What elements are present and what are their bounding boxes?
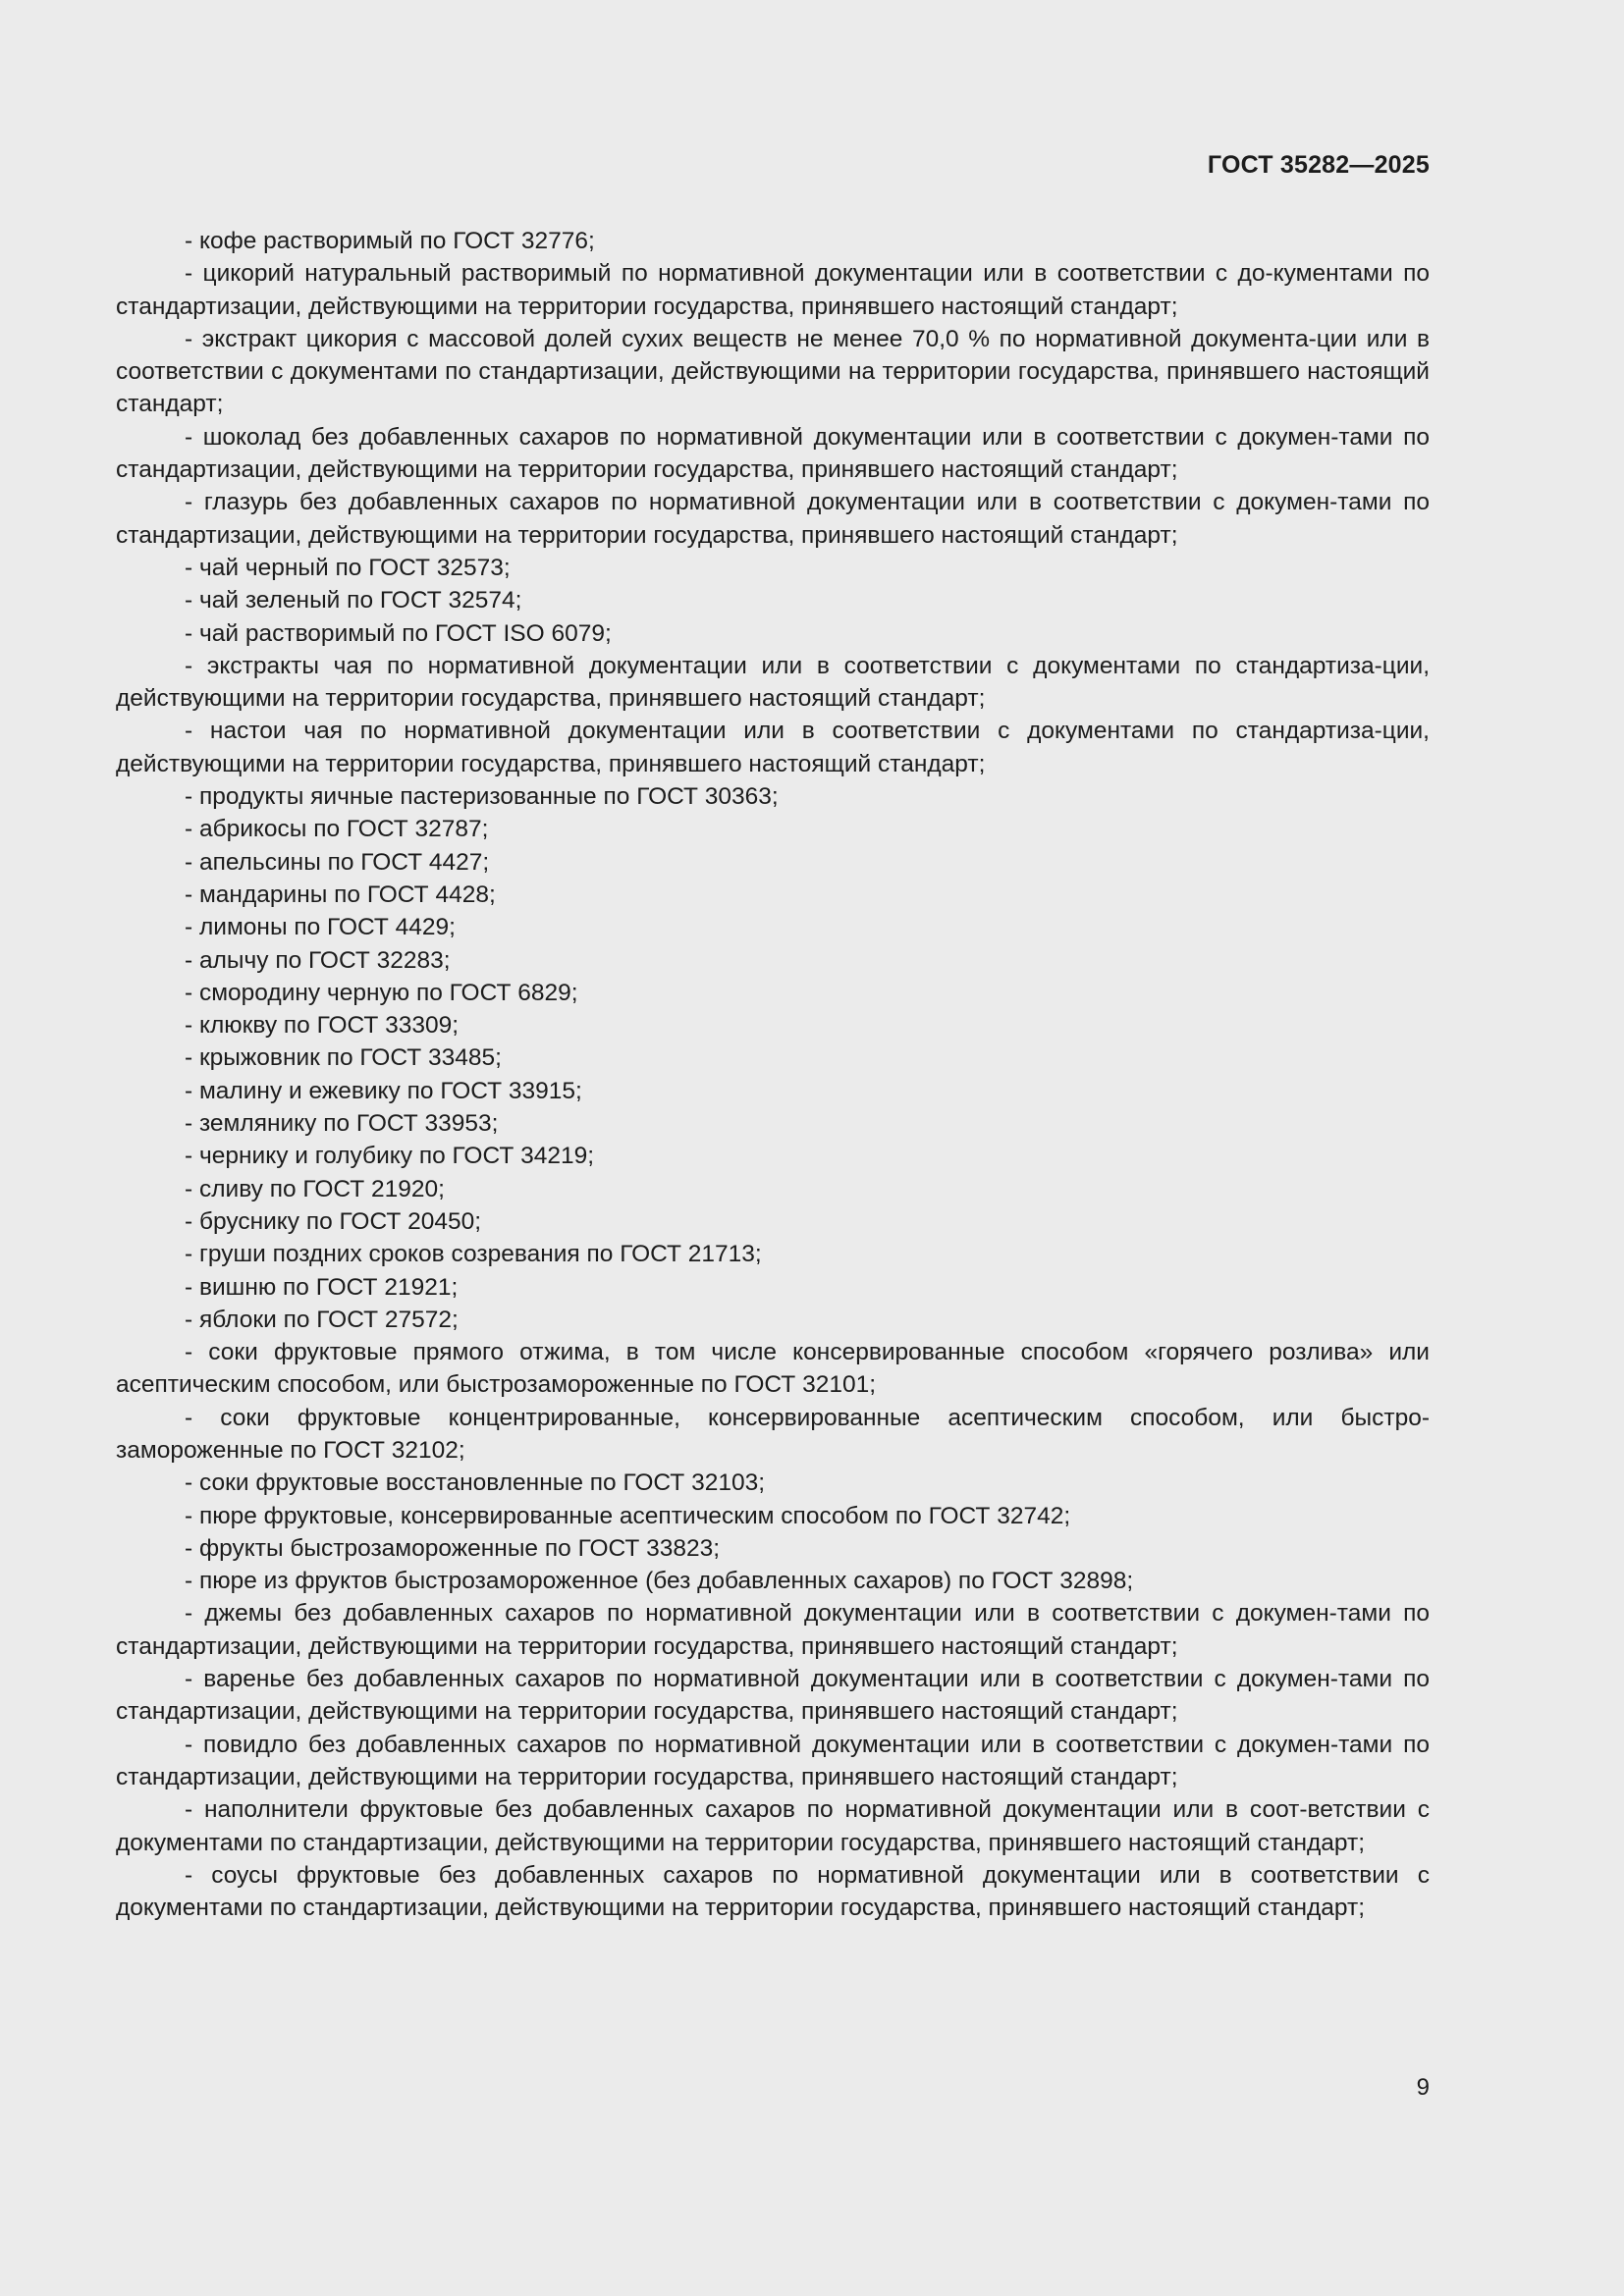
list-item: - груши поздних сроков созревания по ГОСТ 21713;	[185, 1241, 762, 1268]
list-item: - лимоны по ГОСТ 4429;	[185, 914, 456, 941]
list-item: - крыжовник по ГОСТ 33485;	[185, 1044, 502, 1072]
page-number: 9	[1416, 2074, 1430, 2101]
list-item: - соусы фруктовые без добавленных сахаров по нормативной документации или в соответствии с документами по стандартизации, действующими на территории государства, принявшего настоящий стандарт;	[116, 1861, 1430, 1922]
list-item: - мандарины по ГОСТ 4428;	[185, 881, 496, 908]
list-item: - клюкву по ГОСТ 33309;	[185, 1012, 460, 1040]
list-item: - соки фруктовые концентрированные, консервированные асептическим способом, или быстро-замороженные по ГОСТ 32102;	[116, 1404, 1430, 1464]
list-item: - бруснику по ГОСТ 20450;	[185, 1207, 482, 1235]
list-item: - пюре из фруктов быстрозамороженное (без добавленных сахаров) по ГОСТ 32898;	[185, 1568, 1134, 1595]
list-content	[116, 225, 1430, 1924]
list-item: - яблоки по ГОСТ 27572;	[185, 1306, 459, 1333]
list-item: - джемы без добавленных сахаров по нормативной документации или в соответствии с докумен-тами по стандартизации, действующими на территории государства, принявшего настоящий стандарт;	[116, 1600, 1430, 1660]
list-item: - экстракт цикория с массовой долей сухих веществ не менее 70,0 % по нормативной документа-ции или в соответствии с документами по стандартизации, действующими на территории государства, принявшего настоящий стандарт;	[116, 325, 1430, 418]
list-item: - варенье без добавленных сахаров по нормативной документации или в соответствии с докумен-тами по стандартизации, действующими на территории государства, принявшего настоящий стандарт;	[116, 1666, 1430, 1726]
list-item: - чай черный по ГОСТ 32573;	[185, 554, 511, 581]
list-item: - настои чая по нормативной документации или в соответствии с документами по стандартиза-ции, действующими на территории государства, принявшего настоящий стандарт;	[116, 718, 1430, 777]
list-item: - абрикосы по ГОСТ 32787;	[185, 816, 489, 843]
list-item: - сливу по ГОСТ 21920;	[185, 1175, 445, 1202]
list-item: - малину и ежевику по ГОСТ 33915;	[185, 1077, 582, 1104]
list-item: - алычу по ГОСТ 32283;	[185, 946, 451, 974]
list-item: - вишню по ГОСТ 21921;	[185, 1273, 459, 1301]
list-item: - цикорий натуральный растворимый по нормативной документации или в соответствии с до-кументами по стандартизации, действующими на территории государства, принявшего настоящий стандарт;	[116, 260, 1430, 320]
list-item: - чай зеленый по ГОСТ 32574;	[185, 587, 522, 614]
list-item: - кофе растворимый по ГОСТ 32776;	[185, 228, 595, 254]
list-item: - продукты яичные пастеризованные по ГОСТ 30363;	[185, 783, 779, 811]
list-item: - наполнители фруктовые без добавленных сахаров по нормативной документации или в соот-ветствии с документами по стандартизации, действующими на территории государства, принявшего настоящий стандарт;	[116, 1796, 1430, 1856]
list-item: - глазурь без добавленных сахаров по нормативной документации или в соответствии с докумен-тами по стандартизации, действующими на территории государства, принявшего настоящий стандарт;	[116, 489, 1430, 549]
list-item: - чернику и голубику по ГОСТ 34219;	[185, 1143, 595, 1170]
list-item: - землянику по ГОСТ 33953;	[185, 1110, 499, 1138]
list-item: - апельсины по ГОСТ 4427;	[185, 848, 490, 876]
list-item: - шоколад без добавленных сахаров по нормативной документации или в соответствии с докумен-тами по стандартизации, действующими на территории государства, принявшего настоящий стандарт;	[116, 423, 1430, 484]
list-item: - соки фруктовые восстановленные по ГОСТ 32103;	[185, 1469, 766, 1497]
document-code: ГОСТ 35282—2025	[1207, 151, 1430, 179]
list-item: - соки фруктовые прямого отжима, в том числе консервированные способом «горячего розлива» или асептическим способом, или быстрозамороженные по ГОСТ 32101;	[116, 1339, 1430, 1399]
list-item: - чай растворимый по ГОСТ ISO 6079;	[185, 619, 612, 647]
list-item: - пюре фруктовые, консервированные асептическим способом по ГОСТ 32742;	[185, 1502, 1071, 1529]
list-item: - повидло без добавленных сахаров по нормативной документации или в соответствии с докумен-тами по стандартизации, действующими на территории государства, принявшего настоящий стандарт;	[116, 1731, 1430, 1790]
list-item: - фрукты быстрозамороженные по ГОСТ 33823;	[185, 1534, 721, 1562]
list-item: - экстракты чая по нормативной документации или в соответствии с документами по стандартиза-ции, действующими на территории государства, принявшего настоящий стандарт;	[116, 652, 1430, 713]
list-item: - смородину черную по ГОСТ 6829;	[185, 979, 578, 1006]
